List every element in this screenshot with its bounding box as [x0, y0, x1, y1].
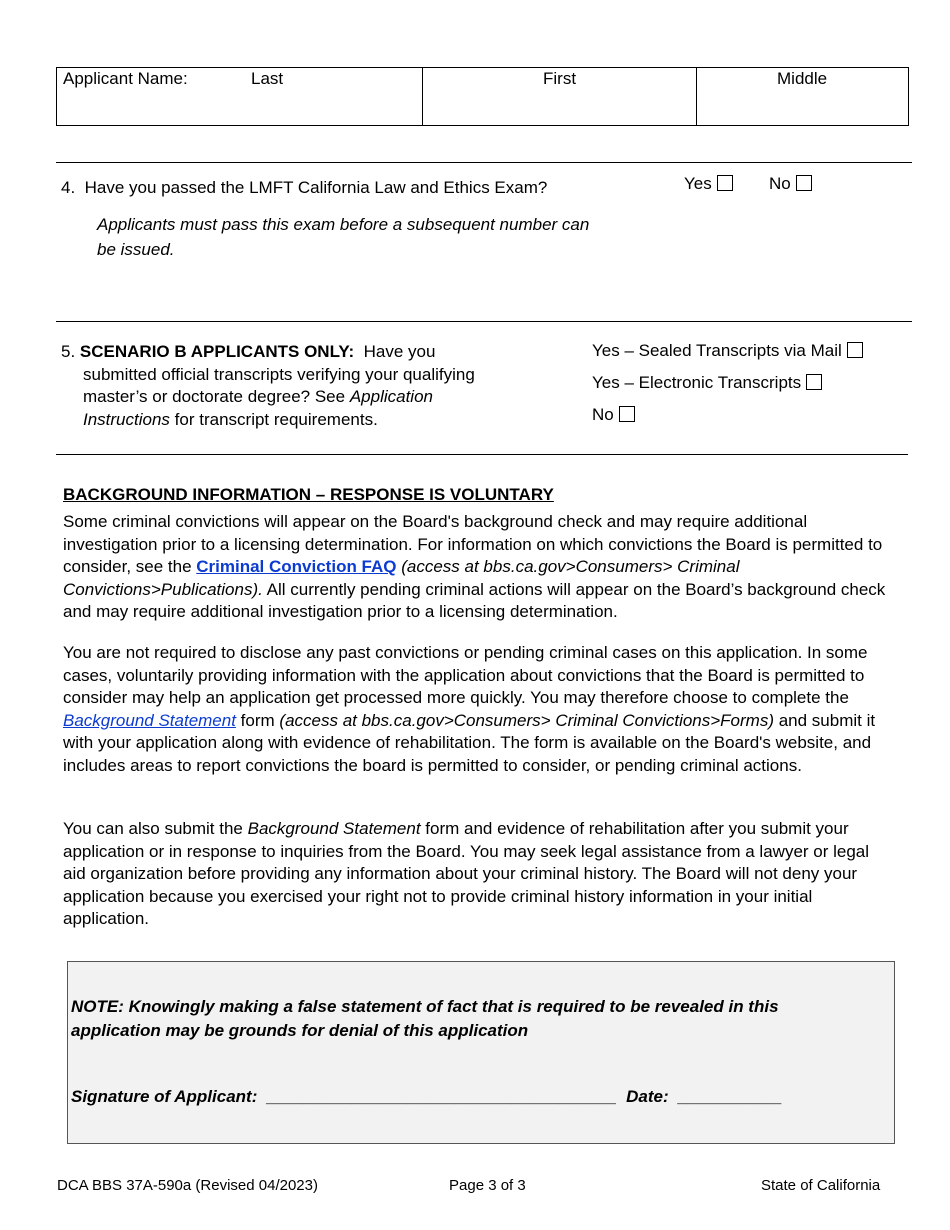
middle-name-cell[interactable]: [697, 68, 908, 125]
question-5-option-no[interactable]: [592, 405, 635, 425]
question-4: [61, 178, 547, 198]
yes-checkbox[interactable]: [717, 175, 733, 191]
first-name-cell[interactable]: [423, 68, 697, 125]
signature-row: [71, 1085, 782, 1109]
no-label: No: [769, 174, 791, 193]
question-4-note: [97, 212, 589, 262]
question-4-note-line: Applicants must pass this exam before a subsequent number can: [97, 215, 590, 234]
background-paragraph-1: [63, 511, 893, 624]
paragraph-text: (access at bbs.ca.gov>Consumers> Criminal Convictions>Publications).: [63, 557, 740, 599]
option-no-checkbox[interactable]: [619, 406, 635, 422]
note-line: application may be grounds for denial of this application: [71, 1021, 529, 1040]
date-field[interactable]: ___________: [678, 1087, 783, 1106]
signature-field[interactable]: _____________________________________: [266, 1087, 617, 1106]
question-5-text: submitted official transcripts verifying your qualifying: [83, 364, 475, 384]
question-5-option-sealed[interactable]: [592, 341, 863, 361]
divider: [56, 162, 912, 163]
paragraph-text: Some criminal convictions will appear on the Board's background check and may require additional investigation prior to a licensing determination. For information on which convictions the Board is permitted to consider, see the: [63, 512, 883, 576]
note-line: NOTE: Knowingly making a false statement of fact that is required to be revealed in this: [71, 997, 779, 1016]
question-5-text: Have you: [363, 342, 436, 361]
paragraph-text: You can also submit the: [63, 819, 248, 838]
last-name-cell[interactable]: [57, 68, 423, 125]
paragraph-text: form and evidence of rehabilitation after you submit your application or in response to inquiries from the Board. You may seek legal assistance from a lawyer or legal aid organization before providing any information about your criminal history. The Board will not deny your application because you exercised your right not to provide criminal history information in your initial application.: [63, 819, 870, 928]
no-checkbox[interactable]: [796, 175, 812, 191]
option-no-label: No: [592, 405, 614, 424]
application-instructions-ref: Application: [349, 387, 433, 406]
middle-name-label: Middle: [777, 69, 828, 88]
question-5-number: 5.: [61, 342, 76, 361]
question-4-text: Have you passed the LMFT California Law and Ethics Exam?: [84, 178, 548, 197]
criminal-conviction-faq-link[interactable]: Criminal Conviction FAQ: [196, 557, 397, 576]
question-5-text: for transcript requirements.: [174, 409, 378, 429]
form-id: DCA BBS 37A-590a (Revised 04/2023): [57, 1177, 318, 1194]
last-name-label: Last: [251, 69, 284, 88]
background-paragraph-3: [63, 818, 893, 931]
signature-label: Signature of Applicant:: [71, 1087, 258, 1106]
yes-label: Yes: [684, 174, 712, 193]
option-sealed-label: Yes – Sealed Transcripts via Mail: [592, 341, 842, 360]
false-statement-note: [71, 995, 891, 1043]
option-electronic-label: Yes – Electronic Transcripts: [592, 373, 802, 392]
question-5-bold-lead: SCENARIO B APPLICANTS ONLY:: [79, 342, 355, 361]
background-heading: BACKGROUND INFORMATION – RESPONSE IS VOLUNTARY: [63, 485, 554, 504]
divider: [56, 454, 908, 455]
paragraph-text: (access at bbs.ca.gov>Consumers> Criminal Convictions>Forms): [279, 710, 774, 730]
paragraph-text: form: [235, 710, 280, 730]
question-4-note-line: be issued.: [97, 240, 175, 259]
paragraph-text: All currently pending criminal actions will appear on the Board’s background check and may require additional investigation prior to a licensing determination.: [63, 579, 886, 621]
paragraph-text: Background Statement: [247, 819, 421, 838]
question-5-option-electronic[interactable]: [592, 373, 822, 393]
applicant-name-table: [56, 67, 909, 126]
date-label: Date:: [626, 1087, 669, 1106]
question-4-yes-option[interactable]: [684, 174, 733, 194]
question-4-number: 4.: [61, 178, 76, 197]
state-label: State of California: [761, 1177, 881, 1194]
note-signature-box: [67, 961, 895, 1144]
question-5: [61, 341, 531, 431]
first-name-label: First: [543, 69, 577, 88]
page-number: Page 3 of 3: [449, 1177, 526, 1194]
question-4-no-option[interactable]: [769, 174, 812, 194]
background-paragraph-2: [63, 642, 893, 777]
applicant-name-label: Applicant Name:: [63, 69, 188, 88]
option-sealed-checkbox[interactable]: [847, 342, 863, 358]
option-electronic-checkbox[interactable]: [806, 374, 822, 390]
divider: [56, 321, 912, 322]
question-5-text: master’s or doctorate degree? See: [83, 387, 346, 406]
application-instructions-ref: Instructions: [83, 409, 170, 429]
background-statement-link[interactable]: Background Statement: [63, 710, 236, 730]
paragraph-text: You are not required to disclose any past convictions or pending criminal cases on this application. In some cases, voluntarily providing information with the application about convictions that the Board is permitted to consider may help an application get processed more quickly. You may therefore choose to complete the: [63, 643, 868, 707]
paragraph-text: and submit it with your application along with evidence of rehabilitation. The form is available on the Board's website, and includes areas to report convictions the board is permitted to consider, or pending criminal actions.: [63, 710, 876, 775]
